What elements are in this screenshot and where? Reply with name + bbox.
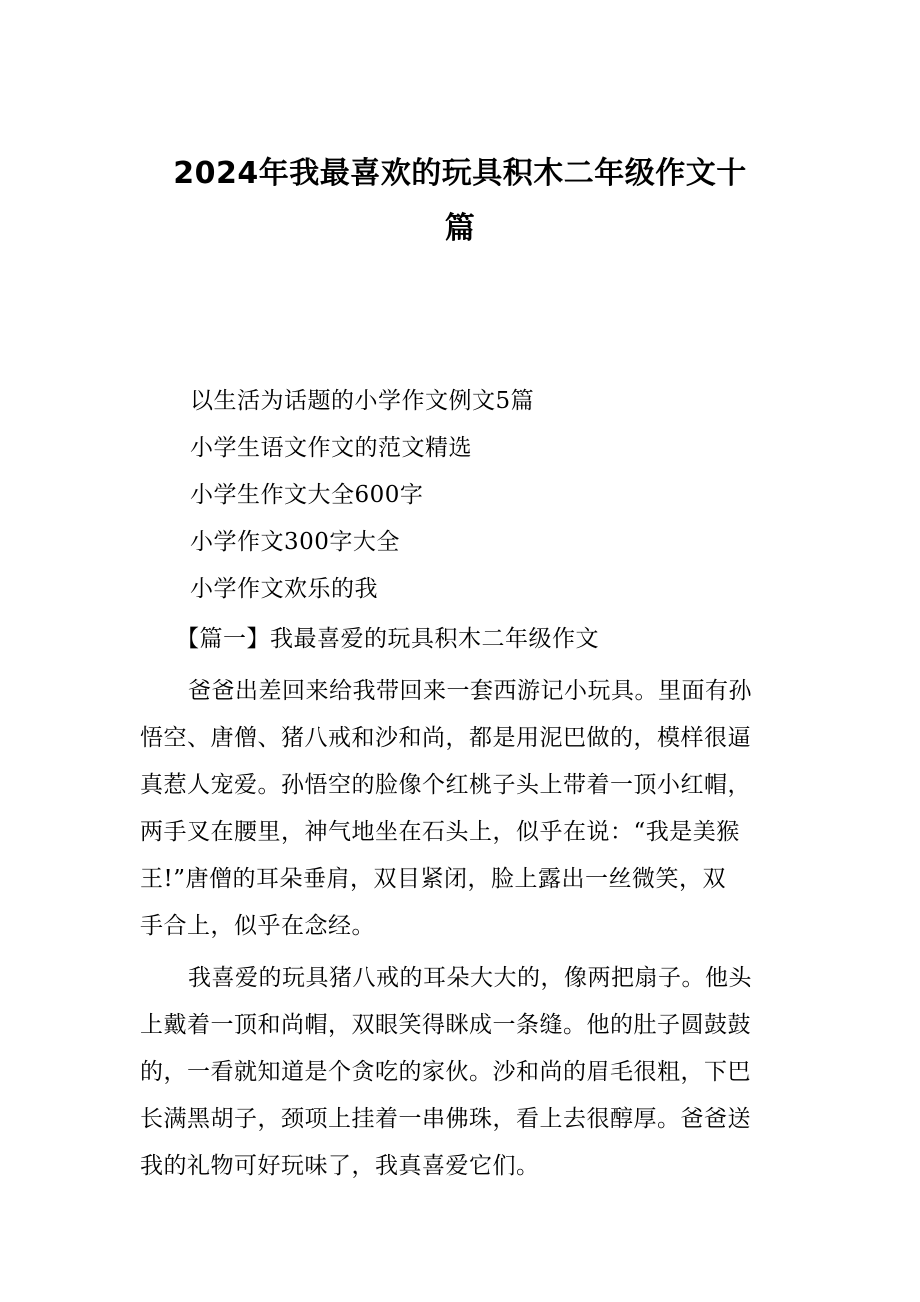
- related-article-link[interactable]: 小学生作文大全600字: [190, 482, 424, 508]
- paragraph-line: 的，一看就知道是个贪吃的家伙。沙和尚的眉毛很粗，下巴: [140, 1059, 751, 1085]
- essay-paragraph-1: [140, 668, 800, 950]
- paragraph-line: 长满黑胡子，颈项上挂着一串佛珠，看上去很醇厚。爸爸送: [140, 1106, 751, 1132]
- paragraph-line: 真惹人宠爱。孙悟空的脸像个红桃子头上带着一顶小红帽，: [140, 772, 751, 798]
- paragraph-line: 两手叉在腰里，神气地坐在石头上，似乎在说：“我是美猴: [140, 819, 740, 845]
- related-article-link[interactable]: 小学作文300字大全: [190, 529, 400, 555]
- paragraph-line: 爸爸出差回来给我带回来一套西游记小玩具。里面有孙: [188, 678, 752, 704]
- essay-paragraph-2: [140, 955, 800, 1190]
- document-title: [140, 146, 780, 256]
- related-article-link[interactable]: 小学生语文作文的范文精选: [190, 435, 472, 461]
- title-line: 2024年我最喜欢的玩具积木二年级作文十: [173, 156, 747, 191]
- paragraph-line: 我喜爱的玩具猪八戒的耳朵大大的，像两把扇子。他头: [188, 965, 752, 991]
- paragraph-line: 上戴着一顶和尚帽，双眼笑得眯成一条缝。他的肚子圆鼓鼓: [140, 1012, 751, 1038]
- paragraph-line: 我的礼物可好玩味了，我真喜爱它们。: [140, 1153, 540, 1179]
- title-line: 篇: [444, 211, 476, 246]
- paragraph-line: 王!”唐僧的耳朵垂肩，双目紧闭，脸上露出一丝微笑，双: [140, 866, 727, 892]
- related-article-link[interactable]: 以生活为话题的小学作文例文5篇: [190, 388, 535, 414]
- related-articles-list: [190, 378, 810, 613]
- related-article-link[interactable]: 小学作文欢乐的我: [190, 576, 378, 602]
- paragraph-line: 悟空、唐僧、猪八戒和沙和尚，都是用泥巴做的，模样很逼: [140, 725, 751, 751]
- paragraph-line: 手合上，似乎在念经。: [140, 913, 375, 939]
- section-heading: 【篇一】我最喜爱的玩具积木二年级作文: [176, 626, 599, 652]
